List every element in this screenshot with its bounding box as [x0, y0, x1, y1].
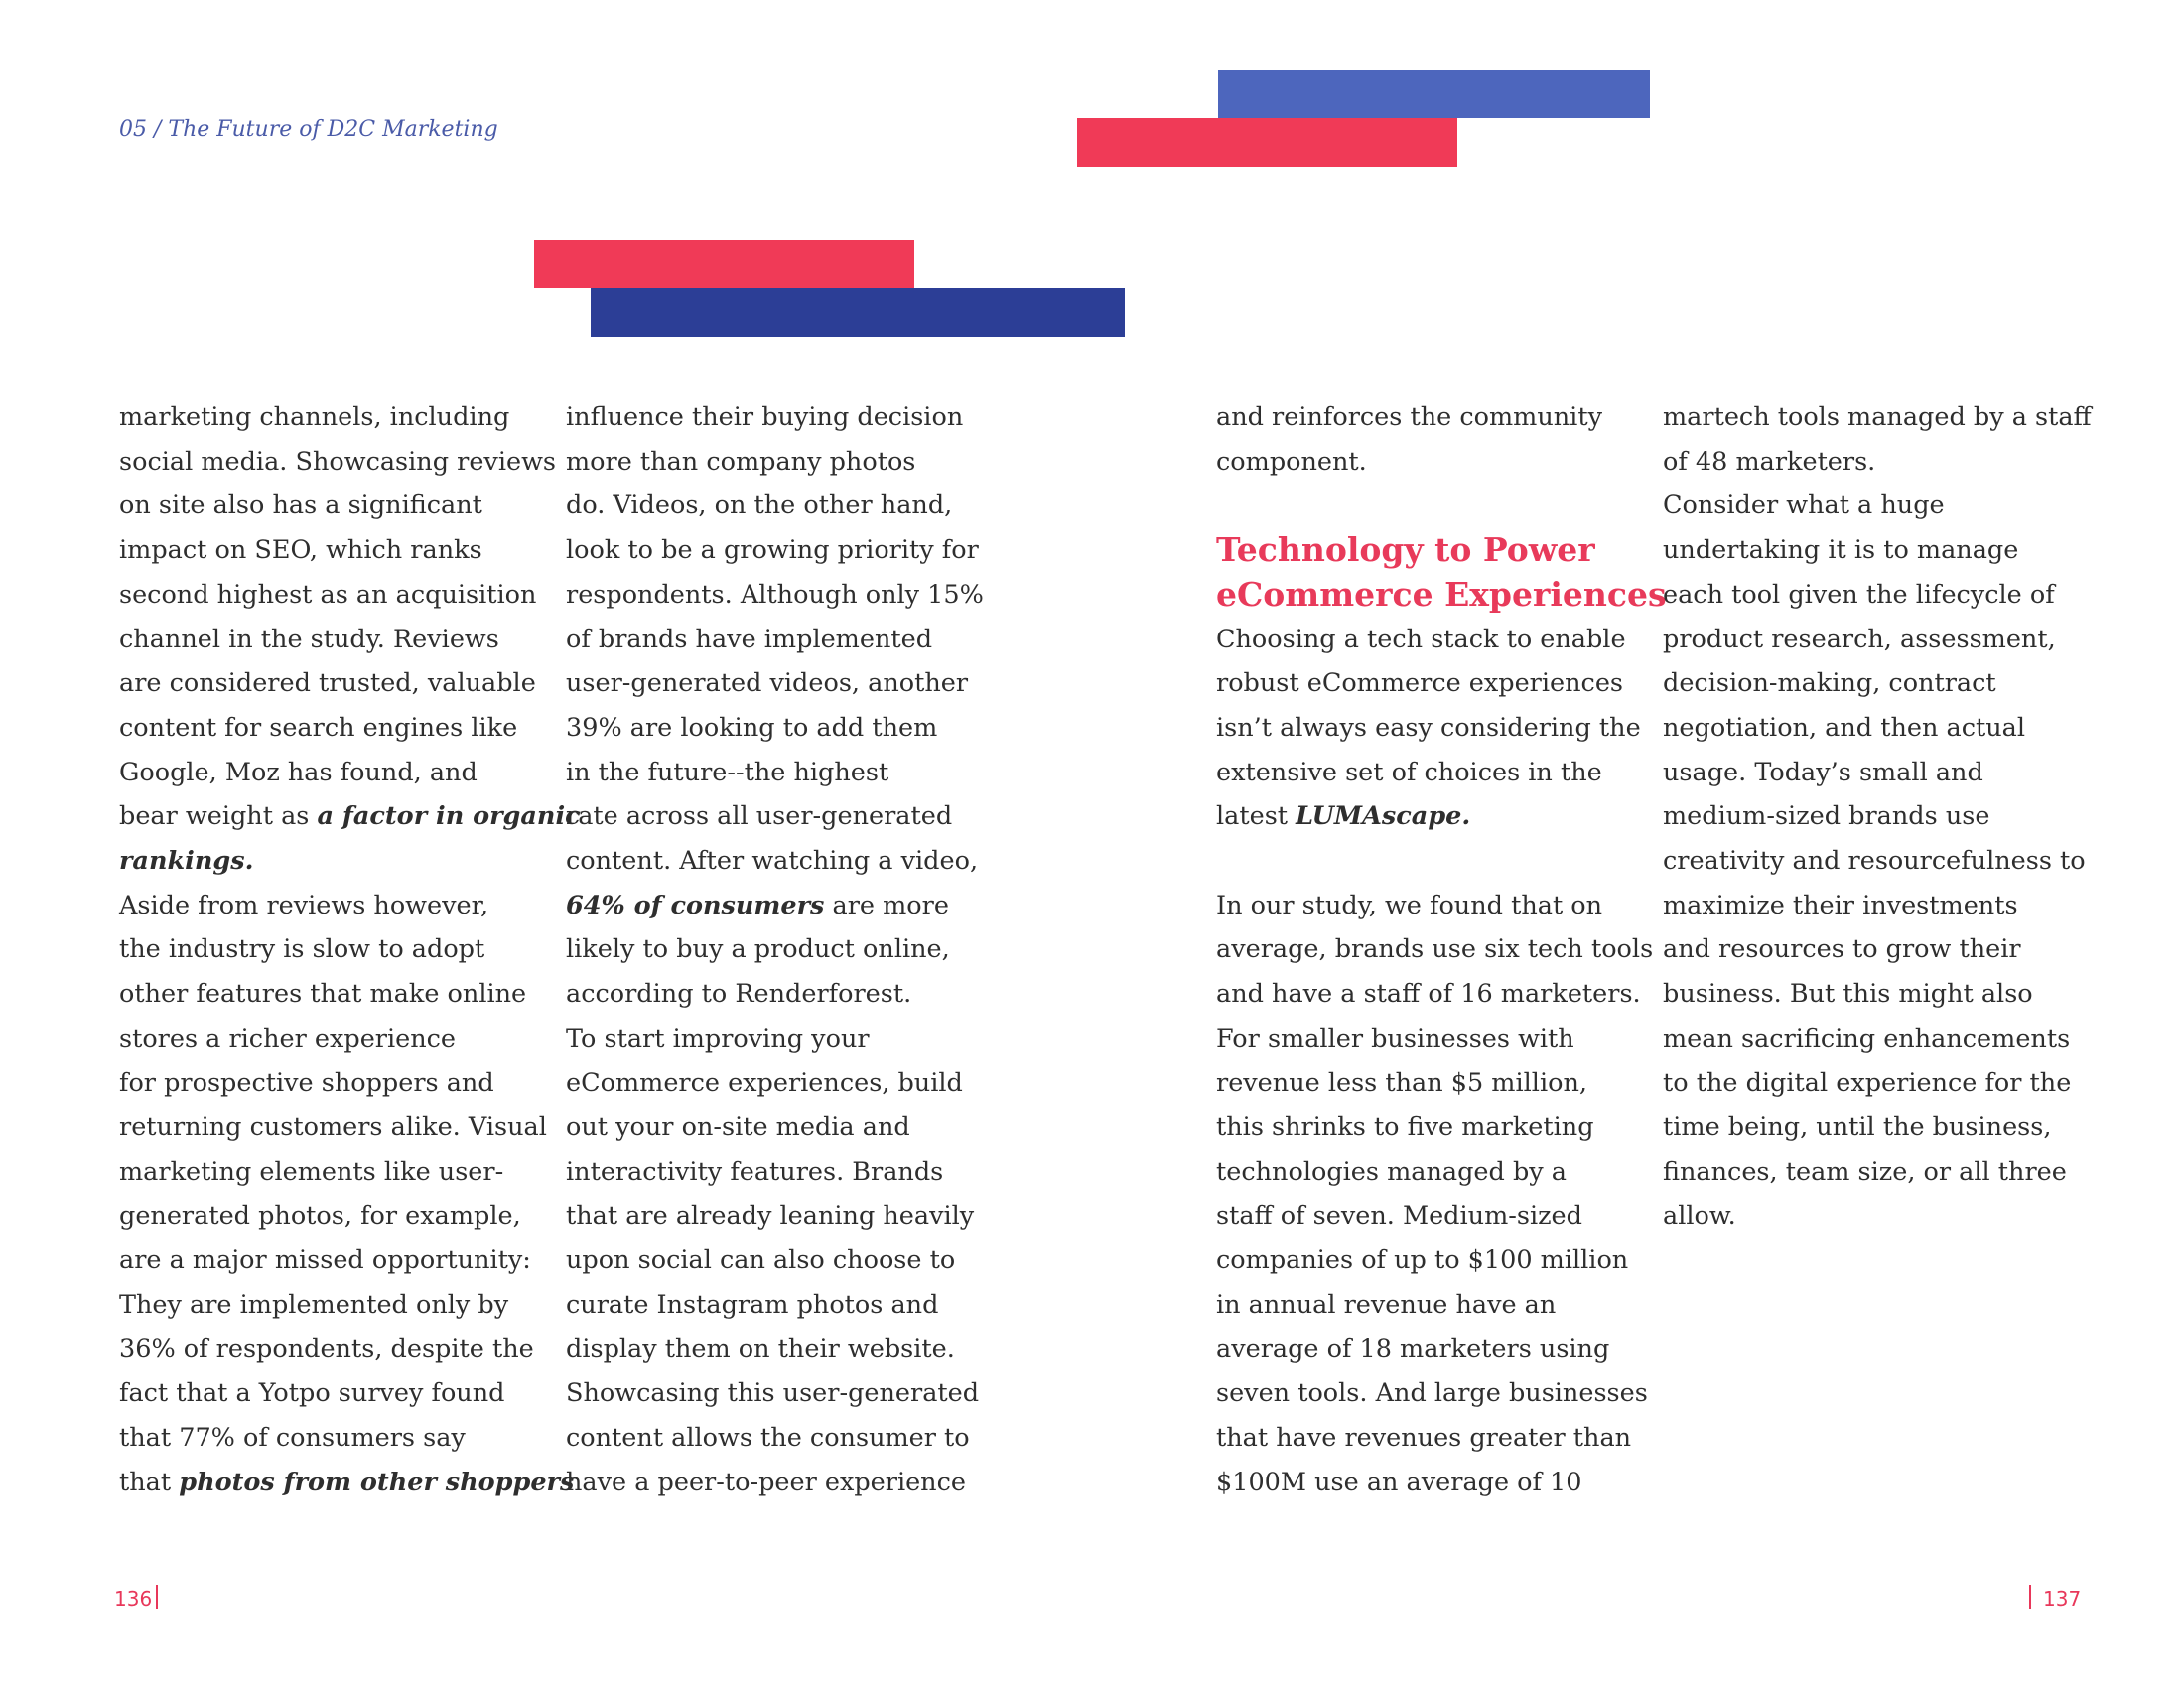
text-line: staff of seven. Medium-sized	[1216, 1200, 1582, 1231]
text-line: business. But this might also	[1663, 979, 2033, 1010]
text-line: and have a staff of 16 marketers.	[1216, 979, 1641, 1010]
text-line: Google, Moz has found, and	[119, 757, 478, 787]
body-column-3	[1216, 395, 1667, 1505]
section-heading: eCommerce Experiences	[1216, 574, 1667, 614]
text-line: are a major missed opportunity:	[119, 1245, 531, 1276]
text-line: average, brands use six tech tools	[1216, 934, 1654, 965]
text-line: that have revenues greater than	[1216, 1423, 1632, 1454]
text-segment: that	[119, 1467, 180, 1497]
text-line: and reinforces the community	[1216, 402, 1602, 432]
text-line: content. After watching a video,	[566, 846, 979, 877]
text-line: Showcasing this user-generated	[566, 1378, 980, 1409]
page-number-divider-right	[2029, 1585, 2031, 1609]
text-line: display them on their website.	[566, 1334, 955, 1364]
text-line: the industry is slow to adopt	[119, 934, 485, 965]
text-line: content allows the consumer to	[566, 1423, 970, 1454]
page-number-right: 137	[2043, 1587, 2082, 1611]
link-organic-rankings[interactable]: a factor in organic	[317, 801, 581, 832]
text-line: returning customers alike. Visual	[119, 1112, 547, 1143]
text-segment: bear weight as	[119, 801, 318, 832]
text-line: martech tools managed by a staff	[1663, 402, 2092, 432]
text-line: impact on SEO, which ranks	[119, 535, 482, 566]
decorative-bar-red-top	[1077, 118, 1457, 167]
text-line: Aside from reviews however,	[119, 890, 489, 920]
text-line: and resources to grow their	[1663, 934, 2021, 965]
text-line: user-generated videos, another	[566, 668, 969, 699]
text-line: allow.	[1663, 1200, 1736, 1231]
spacer	[1216, 484, 1667, 528]
body-column-1	[119, 395, 581, 1505]
text-line: technologies managed by a	[1216, 1156, 1567, 1187]
text-line: 36% of respondents, despite the	[119, 1334, 534, 1364]
text-line: time being, until the business,	[1663, 1112, 2052, 1143]
text-line: social media. Showcasing reviews	[119, 446, 556, 477]
text-line: Choosing a tech stack to enable	[1216, 624, 1626, 654]
text-line: In our study, we found that on	[1216, 890, 1603, 920]
text-line: in the future--the highest	[566, 757, 889, 787]
text-line: interactivity features. Brands	[566, 1156, 944, 1187]
page-number-left: 136	[114, 1587, 153, 1611]
text-line: each tool given the lifecycle of	[1663, 579, 2055, 610]
text-line: mean sacrificing enhancements	[1663, 1023, 2071, 1054]
section-heading: Technology to Power	[1216, 530, 1595, 570]
decorative-bar-red-left	[534, 240, 914, 288]
text-line: more than company photos	[566, 446, 916, 477]
text-line: fact that a Yotpo survey found	[119, 1378, 505, 1409]
link-photos-from-other-shoppers[interactable]: photos from other shoppers	[179, 1467, 575, 1497]
text-line: of 48 marketers.	[1663, 446, 1876, 477]
text-line: medium-sized brands use	[1663, 801, 1990, 832]
text-line: isn’t always easy considering the	[1216, 712, 1641, 743]
text-line: content for search engines like	[119, 712, 518, 743]
text-line: undertaking it is to manage	[1663, 535, 2019, 566]
text-line: decision-making, contract	[1663, 668, 1996, 699]
link-64-percent-consumers[interactable]: 64% of consumers	[566, 890, 825, 920]
text-line: generated photos, for example,	[119, 1200, 521, 1231]
text-line: of brands have implemented	[566, 624, 933, 654]
text-line: out your on-site media and	[566, 1112, 910, 1143]
text-line: To start improving your	[566, 1023, 870, 1054]
body-column-4	[1663, 395, 2092, 1238]
text-line: on site also has a significant	[119, 491, 482, 521]
text-line: For smaller businesses with	[1216, 1023, 1574, 1054]
page-number-divider-left	[156, 1585, 158, 1609]
text-line: are considered trusted, valuable	[119, 668, 536, 699]
text-line: companies of up to $100 million	[1216, 1245, 1629, 1276]
text-line: look to be a growing priority for	[566, 535, 979, 566]
text-line: stores a richer experience	[119, 1023, 457, 1054]
decorative-bar-blue-top	[1218, 70, 1650, 118]
text-line: second highest as an acquisition	[119, 579, 537, 610]
text-line: Consider what a huge	[1663, 491, 1945, 521]
spacer	[1216, 839, 1667, 884]
text-line: this shrinks to five marketing	[1216, 1112, 1594, 1143]
text-line: usage. Today’s small and	[1663, 757, 1983, 787]
text-line: respondents. Although only 15%	[566, 579, 984, 610]
text-line: eCommerce experiences, build	[566, 1067, 963, 1098]
text-line: component.	[1216, 446, 1367, 477]
text-line: upon social can also choose to	[566, 1245, 956, 1276]
text-line: maximize their investments	[1663, 890, 2018, 920]
text-line: seven tools. And large businesses	[1216, 1378, 1648, 1409]
text-line: rate across all user-generated	[566, 801, 953, 832]
text-line: revenue less than $5 million,	[1216, 1067, 1587, 1098]
text-line: finances, team size, or all three	[1663, 1156, 2067, 1187]
text-line	[119, 794, 581, 839]
running-head: 05 / The Future of D2C Marketing	[119, 117, 498, 142]
text-line: curate Instagram photos and	[566, 1290, 939, 1321]
text-line: that 77% of consumers say	[119, 1423, 466, 1454]
text-line: product research, assessment,	[1663, 624, 2056, 654]
link-organic-rankings-cont[interactable]: rankings.	[119, 846, 254, 877]
decorative-bar-blue-left	[591, 288, 1125, 337]
text-line	[119, 1461, 581, 1505]
text-line: influence their buying decision	[566, 402, 964, 432]
text-line: other features that make online	[119, 979, 527, 1010]
text-line: creativity and resourcefulness to	[1663, 846, 2086, 877]
text-line	[119, 839, 581, 884]
text-line: channel in the study. Reviews	[119, 624, 499, 654]
text-line: They are implemented only by	[119, 1290, 509, 1321]
text-segment: latest	[1216, 801, 1297, 832]
text-line: negotiation, and then actual	[1663, 712, 2026, 743]
text-line: likely to buy a product online,	[566, 934, 950, 965]
text-line: average of 18 marketers using	[1216, 1334, 1610, 1364]
text-line: extensive set of choices in the	[1216, 757, 1602, 787]
link-lumascape[interactable]: LUMAscape.	[1296, 801, 1471, 832]
text-line: marketing channels, including	[119, 402, 510, 432]
text-line: for prospective shoppers and	[119, 1067, 494, 1098]
text-line: marketing elements like user-	[119, 1156, 504, 1187]
text-line: 39% are looking to add them	[566, 712, 938, 743]
text-line: that are already leaning heavily	[566, 1200, 975, 1231]
text-line: robust eCommerce experiences	[1216, 668, 1624, 699]
text-line: do. Videos, on the other hand,	[566, 491, 953, 521]
text-line: according to Renderforest.	[566, 979, 912, 1010]
body-column-2	[566, 395, 984, 1505]
text-line: in annual revenue have an	[1216, 1290, 1557, 1321]
text-line	[1216, 794, 1667, 839]
text-line: to the digital experience for the	[1663, 1067, 2072, 1098]
text-segment: are more	[824, 890, 949, 920]
text-line: $100M use an average of 10	[1216, 1467, 1582, 1497]
text-line: have a peer-to-peer experience	[566, 1467, 966, 1497]
text-line	[566, 884, 984, 928]
